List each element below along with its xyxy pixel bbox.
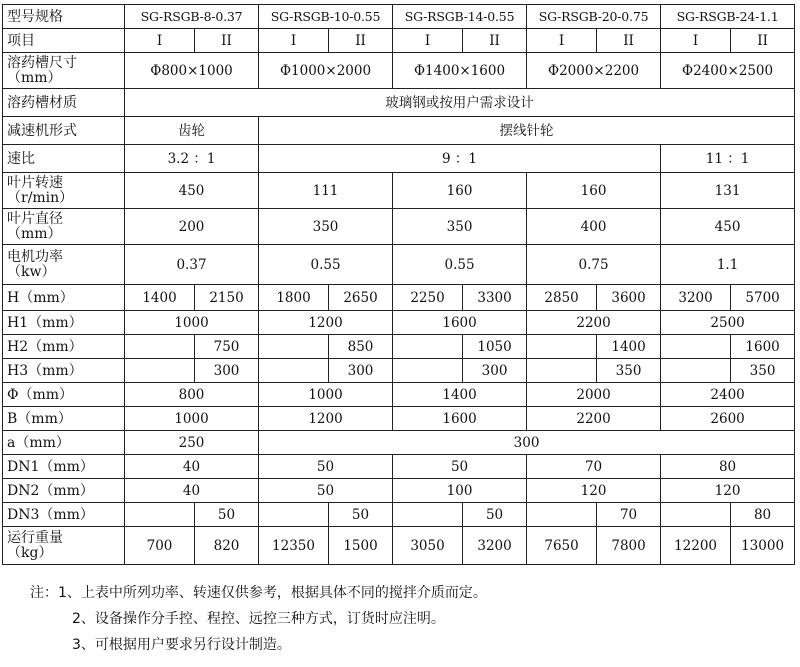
cell-value: 2600 [661,407,795,431]
cell-model: SG-RSGB-14-0.55 [393,5,527,29]
cell-label: DN1（mm） [3,455,125,479]
cell-label: H1（mm） [3,311,125,335]
row-h2 [3,335,795,359]
row-weight [3,527,795,565]
cell-value: 160 [393,173,527,209]
cell-label: 减速机形式 [3,117,125,145]
notes [30,580,487,658]
cell-value: 1.1 [661,245,795,285]
cell-value: Φ800×1000 [125,53,259,89]
cell-value: Φ1400×1600 [393,53,527,89]
cell-value: 1000 [125,407,259,431]
row-tank-material [3,89,795,117]
cell-value: 100 [393,479,527,503]
cell-value: 70 [597,503,661,527]
cell-type: I [259,29,329,53]
row-power [3,245,795,285]
cell-value: 2650 [329,285,393,311]
cell-label: H（mm） [3,285,125,311]
cell-value: 1500 [329,527,393,565]
spec-table [2,4,795,565]
cell-label [3,245,125,285]
cell-value: 111 [259,173,393,209]
cell-label [3,209,125,245]
cell-value: 7650 [527,527,597,565]
cell-type: I [527,29,597,53]
cell-value [393,503,463,527]
cell-value: 3200 [463,527,527,565]
cell-value [259,503,329,527]
cell-value: 2200 [527,311,661,335]
cell-value: 3050 [393,527,463,565]
cell-value: 120 [661,479,795,503]
cell-value: 0.55 [393,245,527,285]
cell-value: 50 [195,503,259,527]
cell-label: a（mm） [3,431,125,455]
cell-value: 50 [259,479,393,503]
cell-value [661,335,731,359]
cell-label [3,173,125,209]
row-diameter [3,209,795,245]
cell-value: 0.75 [527,245,661,285]
cell-value: Φ2400×2500 [661,53,795,89]
cell-value [393,359,463,383]
cell-type: II [731,29,795,53]
cell-type: I [125,29,195,53]
cell-value [527,335,597,359]
label-line-1: 溶药槽尺寸 [7,54,77,71]
note-line: 3、可根据用户要求另行设计制造。 [72,637,291,653]
cell-type: II [597,29,661,53]
cell-value: 玻璃钢或按用户需求设计 [125,89,795,117]
cell-value [527,503,597,527]
label-line-1: 叶片直径 [7,210,63,227]
cell-value: 3600 [597,285,661,311]
cell-value: 2200 [527,407,661,431]
cell-value: 2250 [393,285,463,311]
cell-value [393,335,463,359]
cell-model: SG-RSGB-8-0.37 [125,5,259,29]
cell-value: 450 [125,173,259,209]
label-line-2: （kw） [7,263,56,280]
cell-value: 450 [661,209,795,245]
cell-value: 50 [259,455,393,479]
cell-value: 1400 [125,285,195,311]
cell-value: Φ1000×2000 [259,53,393,89]
cell-value: 2850 [527,285,597,311]
cell-value: 摆线针轮 [259,117,795,145]
cell-value: 350 [259,209,393,245]
cell-value: 40 [125,479,259,503]
cell-value: 1000 [259,383,393,407]
cell-value: 350 [731,359,795,383]
row-model [3,5,795,29]
cell-value: 1400 [393,383,527,407]
cell-value: 2400 [661,383,795,407]
label-line-1: 叶片转速 [7,174,63,191]
cell-type: I [393,29,463,53]
note-line: 注：1、上表中所列功率、转速仅供参考，根据具体不同的搅拌介质而定。 [30,585,487,601]
cell-label: 溶药槽材质 [3,89,125,117]
cell-type: II [463,29,527,53]
cell-value: 250 [125,431,259,455]
cell-value: 300 [329,359,393,383]
cell-model: SG-RSGB-24-1.1 [661,5,795,29]
cell-value: 1400 [597,335,661,359]
row-h3 [3,359,795,383]
cell-type: II [329,29,393,53]
cell-value: 200 [125,209,259,245]
cell-label [3,53,125,89]
cell-value: 400 [527,209,661,245]
cell-value: 0.37 [125,245,259,285]
cell-value: 80 [661,455,795,479]
cell-value [527,359,597,383]
label-line-1: 运行重量 [7,529,63,546]
cell-value: 1200 [259,407,393,431]
cell-value: 300 [259,431,795,455]
cell-value: 5700 [731,285,795,311]
row-reducer [3,117,795,145]
cell-label: B（mm） [3,407,125,431]
cell-value: 80 [731,503,795,527]
cell-value: 2000 [527,383,661,407]
cell-value: 3.2 ：1 [125,145,259,173]
row-a [3,431,795,455]
cell-value: 1800 [259,285,329,311]
cell-value: 160 [527,173,661,209]
row-h1 [3,311,795,335]
cell-value: 12350 [259,527,329,565]
cell-value: 300 [463,359,527,383]
row-item [3,29,795,53]
cell-label: 型号规格 [3,5,125,29]
cell-value: 131 [661,173,795,209]
cell-value [259,359,329,383]
cell-value: 2150 [195,285,259,311]
cell-value: 1000 [125,311,259,335]
cell-label: 项目 [3,29,125,53]
cell-value: 50 [329,503,393,527]
row-h [3,285,795,311]
cell-value: Φ2000×2200 [527,53,661,89]
cell-type: II [195,29,259,53]
label-line-2: （kg） [7,544,53,561]
label-line-1: 电机功率 [7,248,63,265]
cell-value: 70 [527,455,661,479]
cell-label: H2（mm） [3,335,125,359]
cell-value: 350 [597,359,661,383]
cell-value: 300 [195,359,259,383]
cell-value: 40 [125,455,259,479]
cell-model: SG-RSGB-20-0.75 [527,5,661,29]
cell-value [125,335,195,359]
label-line-2: （mm） [7,69,62,86]
row-phi [3,383,795,407]
cell-value: 820 [195,527,259,565]
cell-value: 0.55 [259,245,393,285]
cell-label: Φ（mm） [3,383,125,407]
cell-value [125,359,195,383]
cell-label: 速比 [3,145,125,173]
row-dn3 [3,503,795,527]
cell-label: H3（mm） [3,359,125,383]
cell-value: 50 [393,455,527,479]
cell-value: 11 ：1 [661,145,795,173]
label-line-2: （r/min） [7,189,74,206]
cell-value: 1600 [393,407,527,431]
cell-value: 750 [195,335,259,359]
cell-label: DN2（mm） [3,479,125,503]
row-b [3,407,795,431]
cell-value: 350 [393,209,527,245]
cell-value: 12200 [661,527,731,565]
cell-value: 1200 [259,311,393,335]
cell-value: 850 [329,335,393,359]
cell-value [661,359,731,383]
row-dn2 [3,479,795,503]
cell-value: 3200 [661,285,731,311]
cell-value: 1600 [393,311,527,335]
cell-value: 800 [125,383,259,407]
cell-value: 1050 [463,335,527,359]
cell-value [661,503,731,527]
row-ratio [3,145,795,173]
cell-value [259,335,329,359]
cell-label: DN3（mm） [3,503,125,527]
cell-type: I [661,29,731,53]
cell-value: 9 ：1 [259,145,661,173]
cell-value: 700 [125,527,195,565]
cell-value: 13000 [731,527,795,565]
cell-value [125,503,195,527]
row-tank-size [3,53,795,89]
cell-value: 1600 [731,335,795,359]
cell-value: 7800 [597,527,661,565]
cell-model: SG-RSGB-10-0.55 [259,5,393,29]
label-line-2: （mm） [7,225,62,242]
cell-value: 50 [463,503,527,527]
cell-value: 齿轮 [125,117,259,145]
cell-label [3,527,125,565]
note-line: 2、设备操作分手控、程控、远控三种方式，订货时应注明。 [72,611,445,627]
row-dn1 [3,455,795,479]
cell-value: 2500 [661,311,795,335]
row-speed [3,173,795,209]
cell-value: 120 [527,479,661,503]
cell-value: 3300 [463,285,527,311]
